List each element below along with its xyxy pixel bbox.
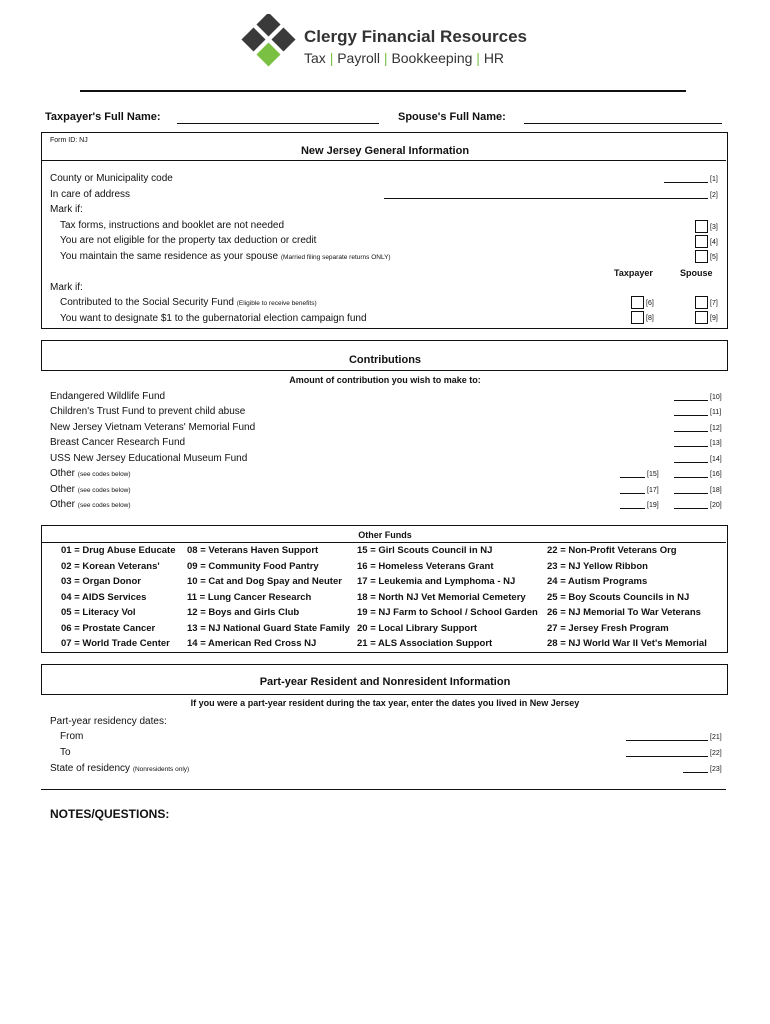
line-num-23: [23] [710,766,722,773]
fund-12: New Jersey Vietnam Veterans' Memorial Fund [50,422,256,433]
other-3-field[interactable] [674,508,708,509]
fund-code-03: 03 = Organ Donor [61,576,141,587]
other-1-code-field[interactable] [620,477,645,478]
line-num-19: [19] [647,502,659,509]
fund-14-field[interactable] [674,462,708,463]
fund-code-23: 23 = NJ Yellow Ribbon [547,560,648,572]
line-num-9: [9] [710,315,718,322]
line-num-4: [4] [710,239,718,246]
fund-14: USS New Jersey Educational Museum Fund [50,453,248,464]
contributions-title: Contributions [348,354,422,366]
fund-code-12: 12 = Boys and Girls Club [187,607,300,618]
fund-code-01: 01 = Drug Abuse Educate [61,545,176,556]
checkbox-8[interactable] [631,311,644,324]
service-hr: HR [483,50,505,66]
fund-code-17: 17 = Leukemia and Lymphoma - NJ [357,576,516,587]
fund-code-09: 09 = Community Food Pantry [187,560,319,572]
mark-item-5-note: (Married filing separate returns ONLY) [280,254,391,261]
other-3-code-field[interactable] [620,508,645,509]
mark-item-6-note: (Eligible to receive benefits) [236,300,317,307]
service-payroll: Payroll [337,50,381,66]
line-num-6: [6] [646,300,654,307]
taxpayer-name-field[interactable] [177,123,379,124]
fund-code-14: 14 = American Red Cross NJ [187,638,317,649]
general-title: New Jersey General Information [300,145,470,157]
other-3-label: Other [50,499,76,510]
line-num-20: [20] [710,502,722,509]
from-field[interactable] [626,740,708,741]
mark-item-4: You are not eligible for the property tax deduction or credit [60,235,317,246]
other-funds-title: Other Funds [358,530,412,540]
mark-item-5-label: You maintain the same residence as your spouse [60,251,279,262]
fund-code-04: 04 = AIDS Services [61,591,147,603]
part-year-subtitle: If you were a part-year resident during the tax year, enter the dates you lived in New Jersey [190,698,580,708]
fund-code-05: 05 = Literacy Vol [61,607,136,618]
mark-item-6-label: Contributed to the Social Security Fund [60,297,234,308]
state-field[interactable] [683,772,708,773]
fund-code-13: 13 = NJ National Guard State Family [187,622,350,634]
fund-code-21: 21 = ALS Association Support [357,638,493,649]
fund-code-20: 20 = Local Library Support [357,622,478,634]
line-num-8: [8] [646,315,654,322]
brand-services: Tax | Payroll | Bookkeeping | HR [304,50,505,66]
form-id: Form ID: NJ [50,137,88,144]
line-num-5: [5] [710,254,718,261]
state-residency-note: (Nonresidents only) [132,766,190,773]
fund-13-field[interactable] [674,446,708,447]
mark-item-3: Tax forms, instructions and booklet are not needed [60,220,285,231]
service-bookkeeping: Bookkeeping [391,50,473,66]
fund-code-06: 06 = Prostate Cancer [61,622,156,634]
line-num-7: [7] [710,300,718,307]
county-label: County or Municipality code [50,173,173,184]
fund-code-26: 26 = NJ Memorial To War Veterans [547,607,701,618]
brand-name: Clergy Financial Resources [304,27,527,46]
checkbox-9[interactable] [695,311,708,324]
residency-dates-label: Part-year residency dates: [50,716,167,727]
fund-code-08: 08 = Veterans Haven Support [187,545,319,556]
state-residency-label: State of residency [50,763,131,774]
checkbox-3[interactable] [695,220,708,233]
mark-item-6 [60,297,317,308]
other-1-note: (see codes below) [77,471,131,478]
line-num-15: [15] [647,471,659,478]
fund-11: Children's Trust Fund to prevent child abuse [50,406,246,417]
other-3 [50,499,131,510]
line-num-11: [11] [710,409,722,416]
mark-item-8: You want to designate $1 to the gubernatorial election campaign fund [60,313,367,324]
notes-area[interactable] [50,825,726,1005]
fund-code-18: 18 = North NJ Vet Memorial Cemetery [357,591,526,603]
other-2-code-field[interactable] [620,493,645,494]
state-residency [50,763,189,774]
other-1-field[interactable] [674,477,708,478]
line-num-14: [14] [710,456,722,463]
other-3-note: (see codes below) [77,502,131,509]
contributions-subtitle: Amount of contribution you wish to make to: [289,375,481,385]
line-num-18: [18] [710,487,722,494]
line-num-3: [3] [710,224,718,231]
other-1-label: Other [50,468,76,479]
care-of-field[interactable] [384,198,708,199]
line-num-13: [13] [710,440,722,447]
line-num-21: [21] [710,734,722,741]
line-num-10: [10] [710,394,722,401]
other-funds-title-rule [41,542,726,543]
to-field[interactable] [626,756,708,757]
fund-10: Endangered Wildlife Fund [50,391,166,402]
service-tax: Tax [304,50,326,66]
fund-11-field[interactable] [674,415,708,416]
line-num-17: [17] [647,487,659,494]
spouse-name-label: Spouse's Full Name: [398,111,506,123]
line-num-16: [16] [710,471,722,478]
fund-code-19: 19 = NJ Farm to School / School Garden [357,607,538,618]
taxpayer-name-label: Taxpayer's Full Name: [45,111,161,123]
other-2-label: Other [50,484,76,495]
spouse-name-field[interactable] [524,123,722,124]
line-num-1: [1] [710,176,718,183]
line-num-22: [22] [710,750,722,757]
fund-code-27: 27 = Jersey Fresh Program [547,622,669,634]
fund-code-07: 07 = World Trade Center [61,638,170,649]
part-year-bottom-rule [41,789,726,790]
fund-code-02: 02 = Korean Veterans' [61,560,160,572]
fund-code-16: 16 = Homeless Veterans Grant [357,560,494,572]
fund-code-25: 25 = Boy Scouts Councils in NJ [547,591,690,603]
line-num-2: [2] [710,192,718,199]
general-title-rule [41,160,726,161]
fund-code-15: 15 = Girl Scouts Council in NJ [357,545,493,556]
notes-label: NOTES/QUESTIONS: [50,807,170,821]
fund-code-10: 10 = Cat and Dog Spay and Neuter [187,576,342,587]
mark-item-5 [60,251,391,262]
checkbox-4[interactable] [695,235,708,248]
to-label: To [60,747,71,758]
col-taxpayer: Taxpayer [614,268,653,278]
fund-code-22: 22 = Non-Profit Veterans Org [547,545,677,556]
part-year-title: Part-year Resident and Nonresident Information [259,676,511,688]
other-1 [50,468,131,479]
other-2-note: (see codes below) [77,487,131,494]
mark-if-label: Mark if: [50,204,83,215]
checkbox-5[interactable] [695,250,708,263]
care-of-label: In care of address [50,189,131,200]
other-2-field[interactable] [674,493,708,494]
other-2 [50,484,131,495]
fund-code-11: 11 = Lung Cancer Research [187,591,312,603]
logo [237,14,307,78]
header-rule [80,90,686,92]
fund-12-field[interactable] [674,431,708,432]
county-field[interactable] [664,182,708,183]
col-spouse: Spouse [680,268,713,278]
line-num-12: [12] [710,425,722,432]
checkbox-6[interactable] [631,296,644,309]
mark-if-label-2: Mark if: [50,282,83,293]
fund-code-28: 28 = NJ World War II Vet's Memorial [547,638,707,649]
fund-13: Breast Cancer Research Fund [50,437,186,448]
from-label: From [60,731,84,742]
fund-code-24: 24 = Autism Programs [547,576,648,587]
checkbox-7[interactable] [695,296,708,309]
fund-10-field[interactable] [674,400,708,401]
